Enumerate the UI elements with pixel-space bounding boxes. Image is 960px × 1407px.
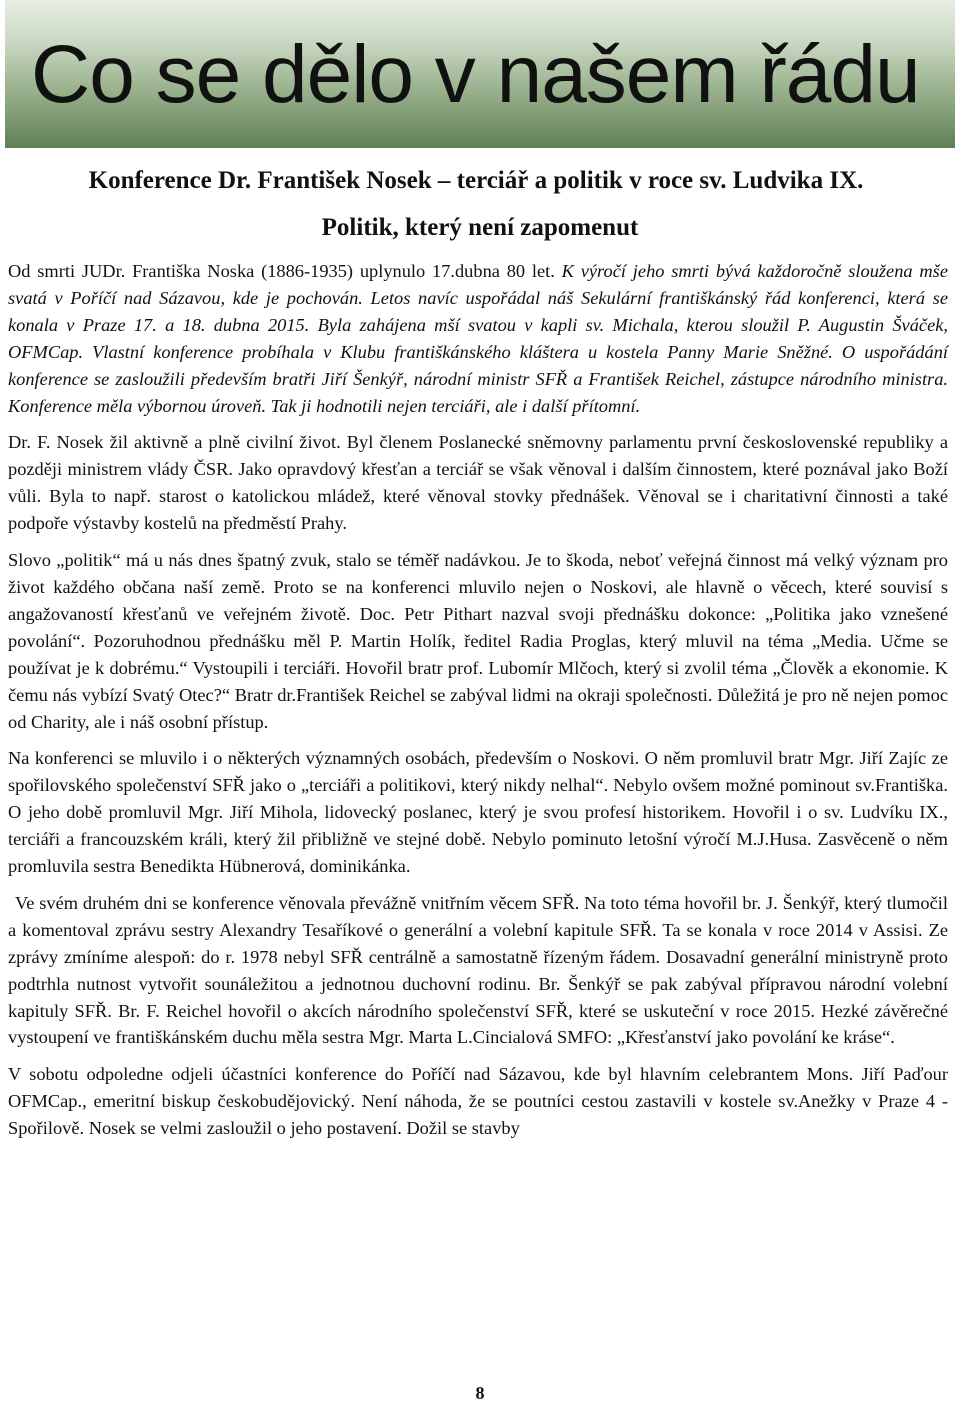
section-banner — [5, 0, 955, 148]
paragraph-politik: Slovo „politik“ má u nás dnes špatný zvuk, stalo se téměř nadávkou. Je to škoda, neboť veřejná činnost má velký význam pro život každého občana naší země. Proto se na konferenci mluvilo nejen o Noskovi, ale hlavně o věcech, které souvisí s angažovaností křesťanů ve veřejném životě. Doc. Petr Pithart nazval svoji přednášku dokonce: „Politika jako vznešené povolání“. Pozoruhodnou přednášku měl P. Martin Holík, ředitel Radia Proglas, který mluvil na téma „Media. Učme se používat je k dobrému.“ Vystoupili i terciáři. Hovořil bratr prof. Lubomír Mlčoch, který si zvolil téma „Člověk a ekonomie. K čemu nás vybízí Svatý Otec?“ Bratr dr.František Reichel se zabýval lidmi na okraji společnosti. Důležitá je pro ně nejen pomoc od Charity, ale i náš osobní přístup. — [8, 550, 948, 732]
article-subheading: Politik, který není zapomenut — [321, 214, 639, 241]
intro-lead: Od smrti JUDr. Františka Noska (1886-1935) uplynulo 17.dubna 80 let. — [8, 261, 555, 281]
page-number: 8 — [475, 1383, 485, 1403]
paragraph-persons: Na konferenci se mluvilo i o některých významných osobách, především o Noskovi. O něm promluvil bratr Mgr. Jiří Zajíc ze spořilovského společenství SFŘ jako o „terciáři a politikovi, který nikdy nelhal“. Nebylo ovšem možné pominout sv.Františka. O jeho době promluvil Mgr. Jiří Mihola, lidovecký poslanec, který je svou profesí historikem. Hovořil i o sv. Ludvíku IX., terciáři a francouzském králi, který žil přibližně ve stejné době. Nebylo pominuto letošní výročí M.J.Husa. Zasvěceně o něm promluvila sestra Benedikta Hübnerová, dominikánka. — [8, 748, 948, 877]
intro-paragraph — [8, 258, 948, 419]
section-title: Co se dělo v našem řádu — [31, 29, 920, 120]
paragraph-saturday: V sobotu odpoledne odjeli účastníci konference do Poříčí nad Sázavou, kde byl hlavním celebrantem Mons. Jiří Paďour OFMCap., emeritní biskup českobudějovický. Není náhoda, že se poutníci cestou zastavili v kostele sv.Anežky v Praze 4 -Spořilově. Nosek se velmi zasloužil o jeho postavení. Dožil se stavby — [8, 1064, 948, 1139]
article-heading: Konference Dr. František Nosek – terciář a politik v roce sv. Ludvika IX. — [88, 167, 864, 194]
article-body — [8, 258, 948, 1152]
paragraph-civil-life: Dr. F. Nosek žil aktivně a plně civilní život. Byl členem Poslanecké sněmovny parlamentu první československé republiky a později ministrem vlády ČSR. Jako opravdový křesťan a terciář se však věnoval i dalším činnostem, které poznával jako Boží vůli. Byla to např. starost o katolickou mládež, které věnoval stovky přednášek. Věnoval se i charitativní činnosti a také podpoře výstavby kostelů na předměstí Prahy. — [8, 432, 948, 534]
intro-rest: K výročí jeho smrti bývá každoročně sloužena mše svatá v Poříčí nad Sázavou, kde je pochován. Letos navíc uspořádal náš Sekulární františkánský řád konferenci, která se konala v Praze 17. a 18. dubna 2015. Byla zahájena mší svatou v kapli sv. Michala, kterou sloužil P. Augustin Šváček, OFMCap. Vlastní konference probíhala v Klubu františkánského kláštera u kostela Panny Marie Sněžné. O uspořádání konference se zasloužili především bratři Jiří Šenkýř, národní ministr SFŘ a František Reichel, zástupce národního ministra. Konference měla výbornou úroveň. Tak ji hodnotili nejen terciáři, ale i další přítomní. — [8, 261, 948, 416]
paragraph-second-day: Ve svém druhém dni se konference věnovala převážně vnitřním věcem SFŘ. Na toto téma hovořil br. J. Šenkýř, který tlumočil a komentoval zprávu sestry Alexandry Tesaříkové o generální a volební kapitule SFŘ. Ta se konala v roce 2014 v Assisi. Ze zprávy zmíníme alespoň: do r. 1978 nebyl SFŘ centrálně a samostatně řízeným řádem. Dosavadní generální ministryně proto podtrhla nutnost vytvořit sounáležitou a jednotnou duchovní rodinu. Br. Šenkýř se pak zabýval přípravou národní volební kapituly SFŘ. Br. F. Reichel hovořil o akcích národního společenství SFŘ, které se uskuteční v roce 2015. Hezké závěrečné vystoupení ve františkánském duchu měla sestra Mgr. Marta L.Cincialová SMFO: „Křesťanství jako povolání ke kráse“. — [8, 892, 948, 1048]
